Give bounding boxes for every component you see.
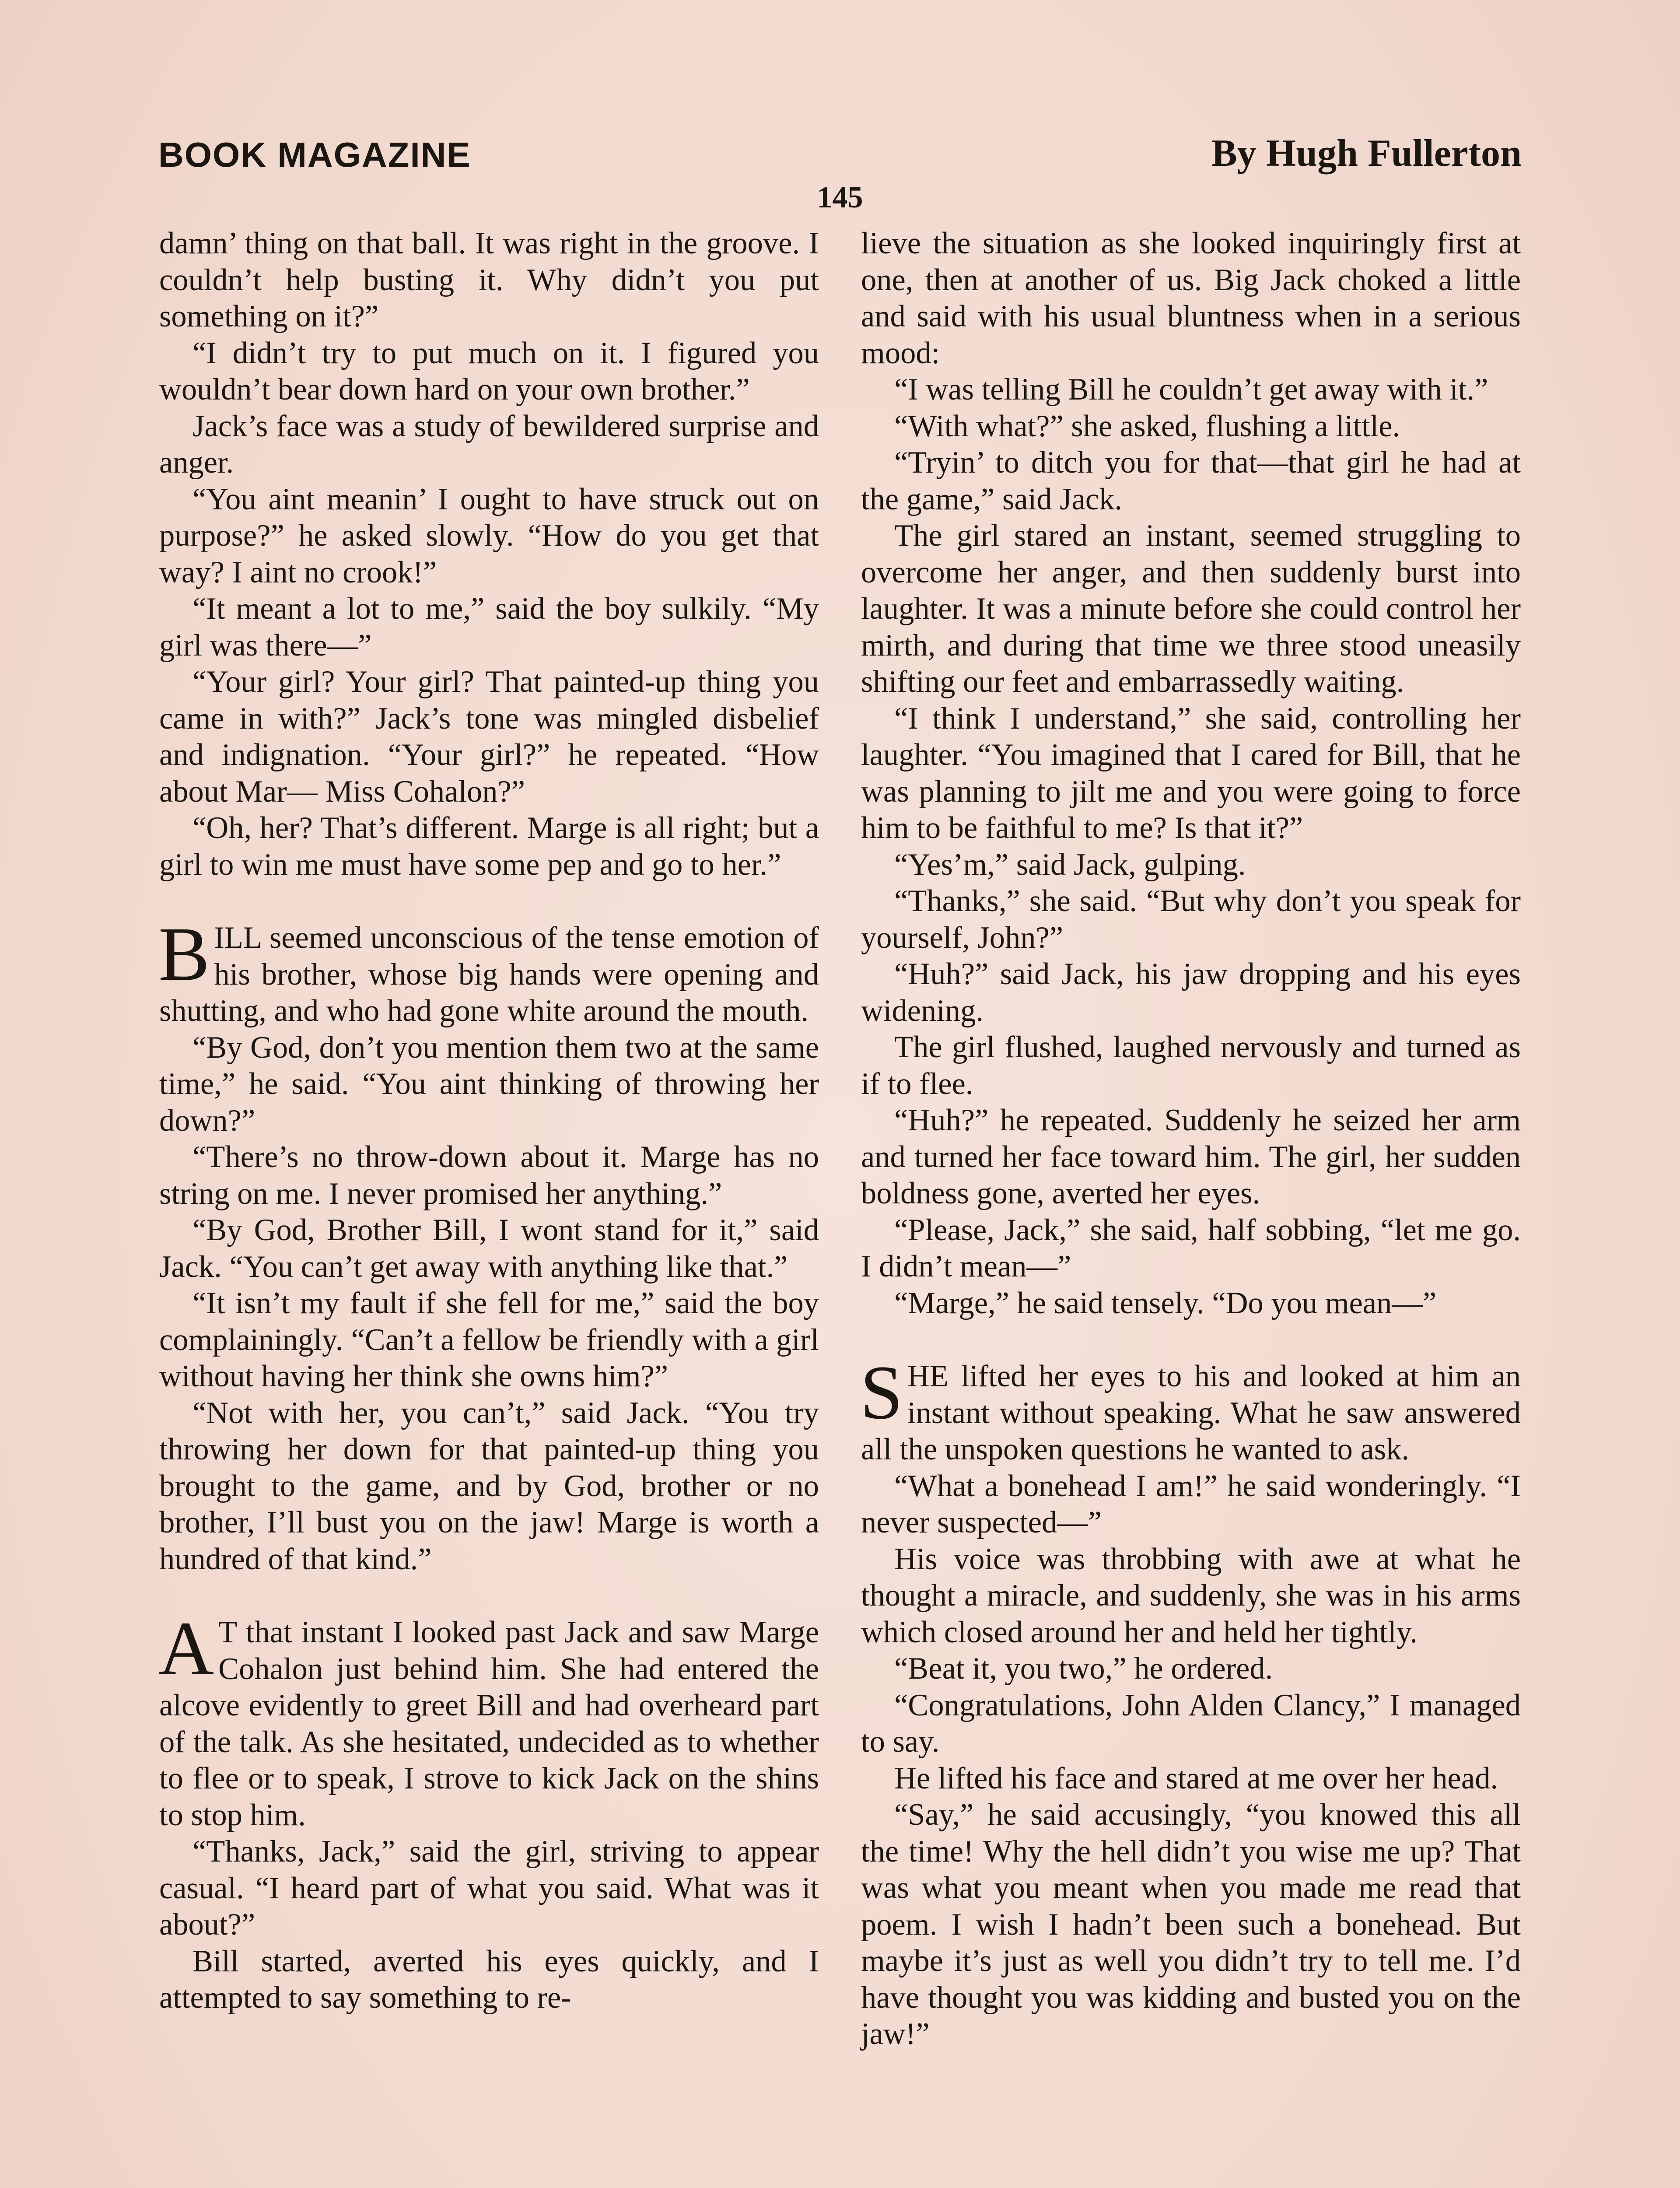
paragraph: “By God, Brother Bill, I wont stand for it,” said Jack. “You can’t get away with anything like that.” xyxy=(159,1213,819,1284)
paragraph: “Please, Jack,” she said, half sobbing, “let me go. I didn’t mean—” xyxy=(861,1213,1521,1283)
paragraph: Jack’s face was a study of bewildered surprise and anger. xyxy=(159,409,819,480)
paragraph: “Huh?” said Jack, his jaw dropping and his eyes widening. xyxy=(861,957,1521,1028)
paragraph: “Yes’m,” said Jack, gulping. xyxy=(894,847,1246,882)
paragraph: “It isn’t my fault if she fell for me,” said the boy complainingly. “Can’t a fellow be friendly with a girl without having her think she owns him?” xyxy=(159,1286,819,1393)
paragraph: “Say,” he said accusingly, “you knowed this all the time! Why the hell didn’t you wise me up? That was what you meant when you made me read that poem. I wish I hadn’t been such a bonehead. But maybe it’s just as well you didn’t try to tell me. I’d have thought you was kidding and busted you on the jaw!” xyxy=(861,1798,1521,2051)
paragraph: “Beat it, you two,” he ordered. xyxy=(894,1652,1273,1686)
section-paragraph xyxy=(158,912,819,1030)
section-paragraph xyxy=(860,1350,1521,1468)
author-byline: By Hugh Fullerton xyxy=(1211,132,1522,175)
left-column xyxy=(159,225,819,2016)
paragraph: “I didn’t try to put much on it. I figured you wouldn’t bear down hard on your own brother.” xyxy=(159,336,819,407)
paragraph-text: HE lifted her eyes to his and looked at him an instant without speaking. What he saw answered all the unspoken questions he wanted to ask. xyxy=(861,1359,1521,1466)
paragraph-text: T that instant I looked past Jack and saw Marge Cohalon just behind him. She had entered the alcove evidently to greet Bill and had overheard part of the talk. As she hesitated, undecided as to whether to flee or to speak, I strove to kick Jack on the shins to stop him. xyxy=(159,1615,819,1832)
running-head xyxy=(158,131,1522,179)
paragraph: He lifted his face and stared at me over her head. xyxy=(894,1761,1498,1795)
drop-cap: B xyxy=(158,912,210,997)
drop-cap: A xyxy=(158,1606,214,1691)
paragraph: “With what?” she asked, flushing a little. xyxy=(894,409,1400,443)
paragraph: “Not with her, you can’t,” said Jack. “You try throwing her down for that painted-up thing you brought to the game, and by God, brother or no brother, I’ll bust you on the jaw! Marge is worth a hundred of that kind.” xyxy=(159,1396,819,1576)
magazine-title: BOOK MAGAZINE xyxy=(158,135,471,174)
paragraph: “Tryin’ to ditch you for that—that girl he had at the game,” said Jack. xyxy=(861,445,1521,516)
paragraph: “Huh?” he repeated. Suddenly he seized her arm and turned her face toward him. The girl, her sudden boldness gone, averted her eyes. xyxy=(861,1103,1521,1210)
paragraph: “Congratulations, John Alden Clancy,” I managed to say. xyxy=(861,1688,1521,1759)
paragraph: “There’s no throw-down about it. Marge has no string on me. I never promised her anything.” xyxy=(159,1140,819,1211)
paragraph: “Oh, her? That’s different. Marge is all right; but a girl to win me must have some pep and go to her.” xyxy=(159,811,819,882)
paragraph: “I think I understand,” she said, controlling her laughter. “You imagined that I cared for Bill, that he was planning to jilt me and you were going to force him to be faithful to me? Is that it?” xyxy=(861,701,1521,845)
paragraph: “By God, don’t you mention them two at the same time,” he said. “You aint thinking of throwing her down?” xyxy=(159,1030,819,1138)
paragraph: Bill started, averted his eyes quickly, and I attempted to say something to re- xyxy=(159,1944,819,2015)
section-paragraph xyxy=(158,1606,819,1834)
paragraph: “Thanks,” she said. “But why don’t you speak for yourself, John?” xyxy=(861,884,1521,955)
paragraph: damn’ thing on that ball. It was right in the groove. I couldn’t help busting it. Why didn’t you put something on it?” xyxy=(159,226,819,333)
paragraph: The girl flushed, laughed nervously and turned as if to flee. xyxy=(861,1030,1521,1101)
paragraph: The girl stared an instant, seemed struggling to overcome her anger, and then suddenly burst into laughter. It was a minute before she could control her mirth, and during that time we three stood uneasily shifting our feet and embarrassedly waiting. xyxy=(861,519,1521,699)
paragraph-text: ILL seemed unconscious of the tense emotion of his brother, whose big hands were opening and shutting, and who had gone white around the mouth. xyxy=(159,921,819,1028)
page-number: 145 xyxy=(817,181,863,214)
paragraph: “Your girl? Your girl? That painted-up thing you came in with?” Jack’s tone was mingled disbelief and indignation. “Your girl?” he repeated. “How about Mar— Miss Cohalon?” xyxy=(159,665,819,809)
paragraph: “It meant a lot to me,” said the boy sulkily. “My girl was there—” xyxy=(159,592,819,663)
paragraph: “You aint meanin’ I ought to have struck out on purpose?” he asked slowly. “How do you get that way? I aint no crook!” xyxy=(159,482,819,589)
paragraph: “I was telling Bill he couldn’t get away with it.” xyxy=(894,372,1488,407)
paragraph: lieve the situation as she looked inquiringly first at one, then at another of us. Big Jack choked a little and said with his usual bluntness when in a serious mood: xyxy=(861,226,1521,370)
paragraph: “Thanks, Jack,” said the girl, striving to appear casual. “I heard part of what you said. What was it about?” xyxy=(159,1834,819,1942)
paragraph: “Marge,” he said tensely. “Do you mean—” xyxy=(894,1286,1437,1320)
right-column xyxy=(861,225,1521,2053)
paragraph: “What a bonehead I am!” he said wonderingly. “I never suspected—” xyxy=(861,1469,1521,1539)
drop-cap: S xyxy=(860,1350,903,1435)
paragraph: His voice was throbbing with awe at what he thought a miracle, and suddenly, she was in his arms which closed around her and held her tightly. xyxy=(861,1542,1521,1649)
